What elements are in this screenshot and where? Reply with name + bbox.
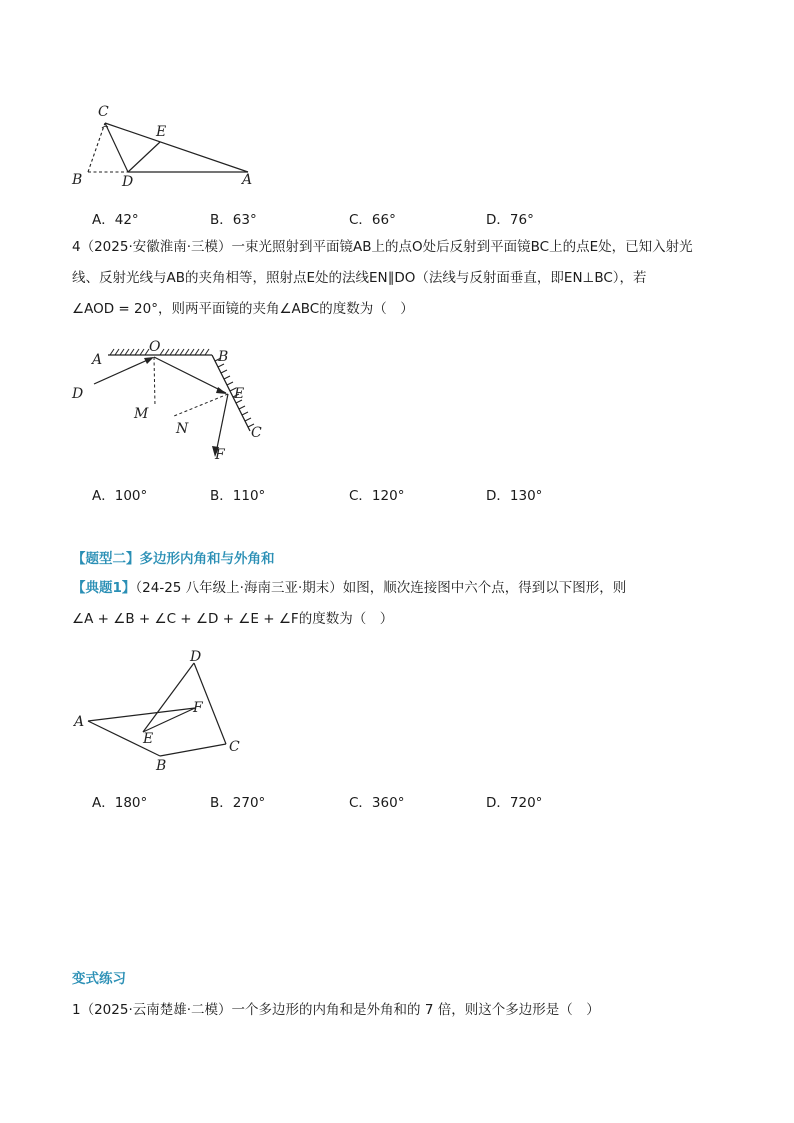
section-title: 【题型二】多边形内角和与外角和 — [72, 551, 275, 567]
example1-line-2: ∠A + ∠B + ∠C + ∠D + ∠E + ∠F的度数为（ ） — [72, 611, 394, 627]
label-f: F — [193, 700, 203, 716]
q3-options — [92, 208, 652, 228]
q3-option-a[interactable]: A．42° — [92, 212, 139, 228]
example1-option-d[interactable]: D．720° — [486, 795, 543, 811]
label-d: D — [190, 649, 202, 665]
label-a: A — [92, 352, 103, 368]
label-b: B — [156, 758, 167, 774]
q4-line-1: 4（2025·安徽淮南·三模）一束光照射到平面镜AB上的点O处后反射到平面镜BC上的点E处，已知入射光 — [72, 239, 693, 255]
label-b: B — [218, 349, 229, 365]
label-f: F — [215, 447, 225, 463]
q4-option-b[interactable]: B．110° — [210, 488, 266, 504]
label-e: E — [156, 124, 167, 140]
example1-question — [72, 573, 732, 635]
q3-option-d[interactable]: D．76° — [486, 212, 534, 228]
variant-q1: 1（2025·云南楚雄·二模）一个多边形的内角和是外角和的 7 倍，则这个多边形是（ ） — [72, 1002, 600, 1018]
q3-option-c[interactable]: C．66° — [349, 212, 396, 228]
q4-option-c[interactable]: C．120° — [349, 488, 405, 504]
q3-option-b[interactable]: B．63° — [210, 212, 257, 228]
label-d: D — [72, 386, 84, 402]
example1-tag: 【典题1】 — [72, 580, 136, 596]
figure-mirrors — [66, 336, 276, 466]
q4-question — [72, 232, 732, 325]
q4-line-3: ∠AOD = 20°，则两平面镜的夹角∠ABC的度数为（ ） — [72, 301, 414, 317]
label-e: E — [234, 386, 245, 402]
figure-triangle-cde — [60, 98, 270, 190]
q4-option-d[interactable]: D．130° — [486, 488, 543, 504]
q4-line-2: 线、反射光线与AB的夹角相等，照射点E处的法线EN∥DO（法线与反射面垂直，即EN⊥BC），若 — [72, 270, 647, 286]
label-o: O — [149, 339, 161, 355]
label-c: C — [251, 425, 262, 441]
example1-options — [92, 791, 652, 811]
example1-option-a[interactable]: A．180° — [92, 795, 148, 811]
label-a: A — [242, 172, 253, 188]
label-e: E — [143, 731, 154, 747]
q4-options — [92, 484, 652, 504]
label-c: C — [229, 739, 240, 755]
label-a: A — [74, 714, 85, 730]
variant-title: 变式练习 — [72, 971, 126, 987]
example1-line-1 — [72, 573, 732, 604]
example1-line-1-text: （24-25 八年级上·海南三亚·期末）如图，顺次连接图中六个点，得到以下图形，则 — [135, 580, 627, 596]
figure-polygon — [70, 648, 250, 774]
label-c: C — [98, 104, 109, 120]
example1-option-b[interactable]: B．270° — [210, 795, 266, 811]
label-m: M — [134, 406, 149, 422]
example1-option-c[interactable]: C．360° — [349, 795, 405, 811]
q4-option-a[interactable]: A．100° — [92, 488, 148, 504]
label-n: N — [176, 421, 189, 437]
label-b: B — [72, 172, 83, 188]
label-d: D — [122, 174, 134, 190]
